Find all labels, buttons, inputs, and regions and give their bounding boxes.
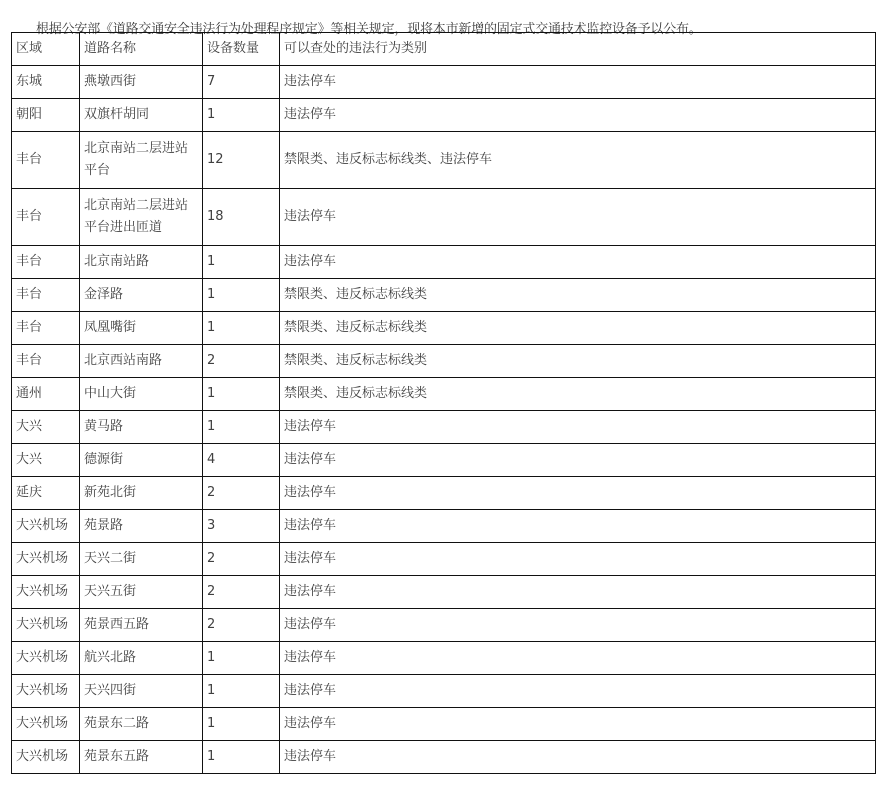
header-district: 区域: [12, 33, 80, 66]
cell-road: 北京西站南路: [80, 345, 203, 378]
cell-road: 双旗杆胡同: [80, 99, 203, 132]
cell-count: 3: [203, 510, 280, 543]
cell-road: 苑景东五路: [80, 741, 203, 774]
cell-category: 禁限类、违反标志标线类: [280, 345, 876, 378]
cell-district: 丰台: [12, 189, 80, 246]
cell-district: 丰台: [12, 279, 80, 312]
table-row: [12, 189, 876, 246]
cell-category: 禁限类、违反标志标线类、违法停车: [280, 132, 876, 189]
cell-road: 新苑北街: [80, 477, 203, 510]
table-row: [12, 378, 876, 411]
cell-count: 7: [203, 66, 280, 99]
cell-category: 违法停车: [280, 675, 876, 708]
cell-district: 延庆: [12, 477, 80, 510]
cell-road: 凤凰嘴街: [80, 312, 203, 345]
cell-district: 大兴机场: [12, 576, 80, 609]
cell-road: 北京南站二层进站平台进出匝道: [80, 189, 203, 246]
cell-count: 4: [203, 444, 280, 477]
cell-category: 违法停车: [280, 741, 876, 774]
cell-district: 朝阳: [12, 99, 80, 132]
cell-category: 违法停车: [280, 444, 876, 477]
cell-count: 2: [203, 345, 280, 378]
table-row: [12, 576, 876, 609]
cell-road: 黄马路: [80, 411, 203, 444]
cell-count: 1: [203, 312, 280, 345]
cell-category: 违法停车: [280, 543, 876, 576]
cell-district: 大兴机场: [12, 609, 80, 642]
cell-road: 燕墩西街: [80, 66, 203, 99]
cell-count: 2: [203, 543, 280, 576]
cell-category: 违法停车: [280, 99, 876, 132]
header-road-name: 道路名称: [80, 33, 203, 66]
header-device-count: 设备数量: [203, 33, 280, 66]
table-row: [12, 642, 876, 675]
cell-count: 1: [203, 378, 280, 411]
cell-count: 1: [203, 246, 280, 279]
cell-district: 东城: [12, 66, 80, 99]
cell-count: 18: [203, 189, 280, 246]
cell-category: 禁限类、违反标志标线类: [280, 312, 876, 345]
table-row: [12, 312, 876, 345]
cell-district: 丰台: [12, 246, 80, 279]
cell-count: 1: [203, 279, 280, 312]
cell-category: 违法停车: [280, 708, 876, 741]
table-row: [12, 543, 876, 576]
cell-category: 违法停车: [280, 189, 876, 246]
cell-district: 大兴机场: [12, 675, 80, 708]
cell-count: 12: [203, 132, 280, 189]
cell-count: 2: [203, 477, 280, 510]
cell-road: 天兴四街: [80, 675, 203, 708]
cell-count: 1: [203, 411, 280, 444]
table-row: [12, 246, 876, 279]
cell-category: 违法停车: [280, 411, 876, 444]
cell-district: 大兴机场: [12, 708, 80, 741]
cell-category: 违法停车: [280, 66, 876, 99]
cell-district: 大兴: [12, 411, 80, 444]
header-violation-category: 可以查处的违法行为类别: [280, 33, 876, 66]
table-row: [12, 411, 876, 444]
cell-district: 通州: [12, 378, 80, 411]
cell-category: 违法停车: [280, 246, 876, 279]
cell-district: 大兴机场: [12, 543, 80, 576]
cell-category: 违法停车: [280, 477, 876, 510]
cell-road: 金泽路: [80, 279, 203, 312]
cell-category: 违法停车: [280, 576, 876, 609]
cell-road: 天兴二街: [80, 543, 203, 576]
cell-road: 苑景路: [80, 510, 203, 543]
table-row: [12, 132, 876, 189]
cell-road: 北京南站路: [80, 246, 203, 279]
table-row: [12, 477, 876, 510]
table-row: [12, 444, 876, 477]
cell-road: 德源街: [80, 444, 203, 477]
table-row: [12, 675, 876, 708]
table-row: [12, 708, 876, 741]
cell-count: 1: [203, 675, 280, 708]
cell-count: 1: [203, 708, 280, 741]
cell-road: 苑景西五路: [80, 609, 203, 642]
cell-district: 大兴机场: [12, 741, 80, 774]
cell-count: 2: [203, 609, 280, 642]
cell-district: 丰台: [12, 312, 80, 345]
table-row: [12, 279, 876, 312]
cell-district: 大兴: [12, 444, 80, 477]
table-row: [12, 741, 876, 774]
cell-category: 违法停车: [280, 510, 876, 543]
cell-road: 天兴五街: [80, 576, 203, 609]
cell-district: 大兴机场: [12, 510, 80, 543]
cell-count: 1: [203, 642, 280, 675]
table-row: [12, 66, 876, 99]
table-row: [12, 609, 876, 642]
cell-category: 禁限类、违反标志标线类: [280, 279, 876, 312]
cell-category: 违法停车: [280, 642, 876, 675]
intro-paragraph: 根据公安部《道路交通安全违法行为处理程序规定》等相关规定，现将本市新增的固定式交通技术监控设备予以公布。: [36, 22, 702, 37]
cell-road: 中山大街: [80, 378, 203, 411]
cell-road: 北京南站二层进站平台: [80, 132, 203, 189]
cell-count: 1: [203, 99, 280, 132]
table-row: [12, 99, 876, 132]
cell-road: 航兴北路: [80, 642, 203, 675]
cell-category: 禁限类、违反标志标线类: [280, 378, 876, 411]
cell-district: 丰台: [12, 132, 80, 189]
cell-district: 丰台: [12, 345, 80, 378]
cell-road: 苑景东二路: [80, 708, 203, 741]
cell-count: 2: [203, 576, 280, 609]
cell-category: 违法停车: [280, 609, 876, 642]
table-row: [12, 510, 876, 543]
table-header-row: [12, 33, 876, 66]
cell-district: 大兴机场: [12, 642, 80, 675]
table-row: [12, 345, 876, 378]
monitoring-devices-table: [11, 32, 876, 774]
cell-count: 1: [203, 741, 280, 774]
